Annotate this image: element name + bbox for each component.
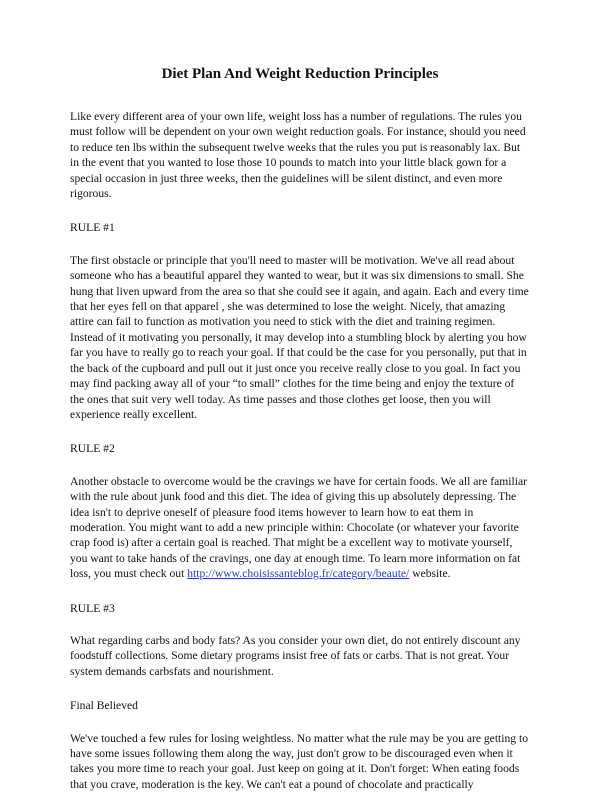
rule-2-after-link-text: website. (412, 567, 451, 581)
rule-1-paragraph: The first obstacle or principle that you'll need to master will be motivation. We've all read about someone who has a beautiful apparel they wanted to wear, but it was six dimensions to small. She hung that liven upward from the area so that she could see it again, and again. Each and every time that her eyes fell on that apparel , she was determined to lose the weight. Nicely, that amazing attire can fail to function as motivation you need to stick with the diet and training regimen. Instead of it motivating you personally, it may develop into a stumbling block by alerting you how far you have to really go to reach your goal. If that could be the case for you personally, put that in the back of the cupboard and pull out it just once you receive really close to you goal. In fact you may find packing away all of your “to small” clothes for the time being and enjoy the texture of the ones that suit very well today. As time passes and those clothes get loose, then you will experience really excellent. (70, 253, 529, 421)
final-heading: Final Believed (70, 699, 138, 713)
rule-1-heading: RULE #1 (70, 221, 115, 235)
rule-2-body-text: Another obstacle to overcome would be the cravings we have for certain foods. We all are familiar with the rule about junk food and this diet. The idea of giving this up absolutely depressing. The idea isn't to deprive oneself of pleasure food items however to learn how to eat them in moderation. You might want to add a new principle within: Chocolate (or whatever your favorite crap food is) after a certain goal is reached. That might be a excellent way to motivate yourself, you want to take hands of the cravings, one day at enough time. To learn more information on fat loss, you must check out (70, 474, 527, 581)
rule-2-paragraph (70, 474, 530, 582)
rule-3-heading: RULE #3 (70, 601, 115, 615)
rule-3-paragraph: What regarding carbs and body fats? As you consider your own diet, do not entirely discount any foodstuff collections. Some dietary programs insist free of fats or carbs. That is not great. Your system demands carbsfats and nourishment. (70, 633, 521, 678)
intro-paragraph: Like every different area of your own life, weight loss has a number of regulations. The rules you must follow will be dependent on your own weight reduction goals. For instance, should you need to reduce ten lbs within the subsequent twelve weeks that the rules you put is reasonably lax. But in the event that you wanted to lose those 10 pounds to match into your little black gown for a special occasion in just three weeks, then the guidelines will be silent distinct, and even more rigorous. (70, 110, 526, 201)
beauty-blog-link[interactable]: http://www.choisissanteblog.fr/category/beaute/ (187, 567, 410, 581)
rule-2-heading: RULE #2 (70, 442, 115, 456)
document-title: Diet Plan And Weight Reduction Principles (161, 66, 439, 82)
final-paragraph: We've touched a few rules for losing weightless. No matter what the rule may be you are getting to have some issues following them along the way, just don't grow to be discouraged even when it takes you more time to reach your goal. Just keep on going at it. Don't forget: When eating foods that you crave, moderation is the key. We can't eat a pound of chocolate and practically (70, 731, 529, 791)
